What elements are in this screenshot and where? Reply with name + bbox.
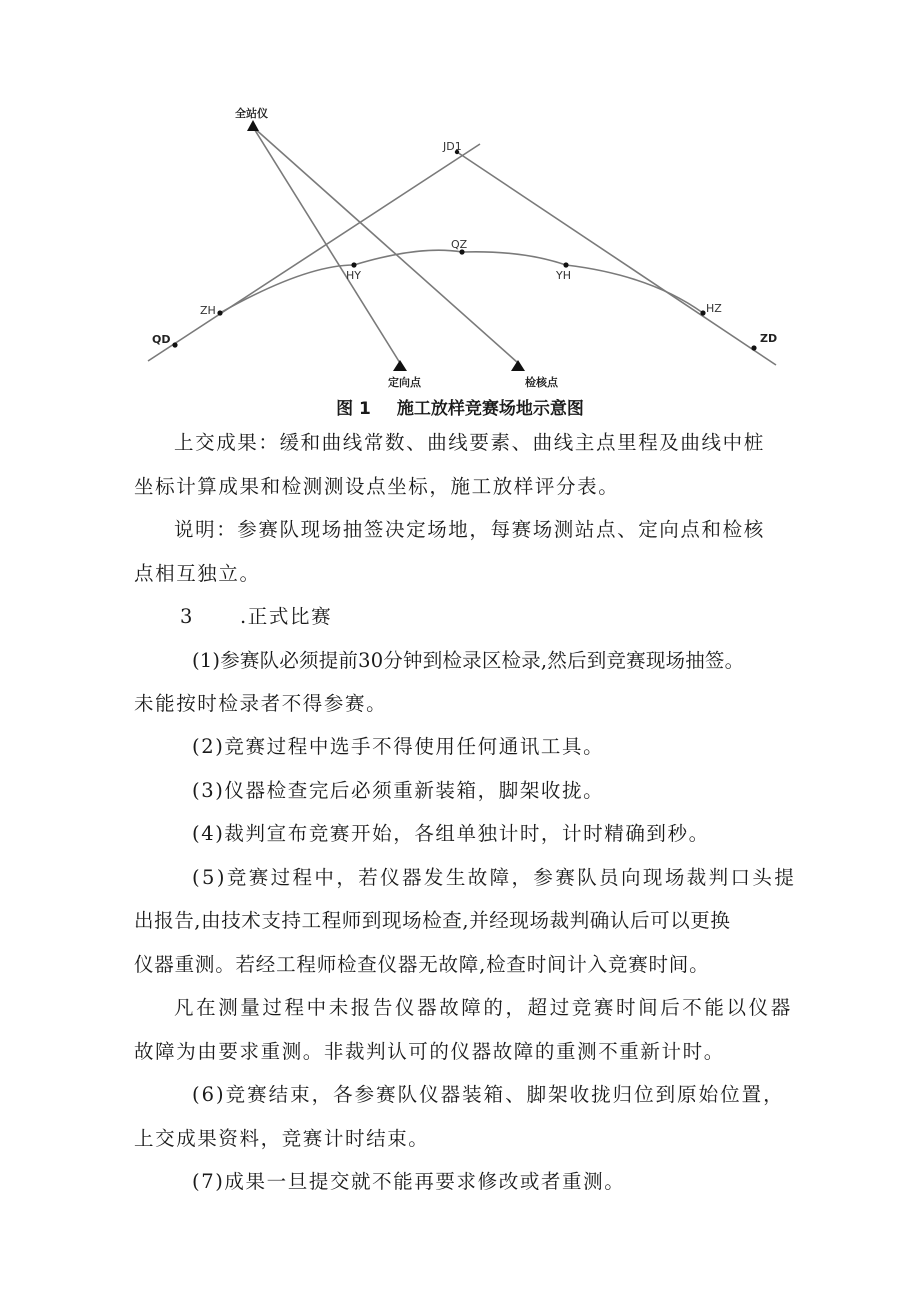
caption-number: 图 1 [336, 399, 371, 419]
point-zd [751, 345, 756, 350]
sight-line-check [253, 127, 518, 363]
sight-line-orient [253, 127, 400, 363]
paragraph-line: (5)竞赛过程中，若仪器发生故障，参赛队员向现场裁判口头提 [192, 866, 797, 889]
curve-diagram-svg [140, 95, 790, 395]
paragraph-line: 出报告,由技术支持工程师到现场检查,并经现场裁判确认后可以更换 [134, 909, 731, 932]
paragraph-line: (6)竞赛结束，各参赛队仪器装箱、脚架收拢归位到原始位置， [192, 1083, 785, 1106]
paragraph-line: 上交成果资料，竞赛计时结束。 [134, 1127, 430, 1150]
label-yh: YH [556, 269, 571, 282]
point-yh [563, 262, 568, 267]
paragraph-line: (4)裁判宣布竞赛开始，各组单独计时，计时精确到秒。 [192, 822, 710, 845]
label-zd: ZD [760, 332, 778, 345]
label-zh: ZH [200, 304, 216, 317]
paragraph-line: 点相互独立。 [134, 562, 261, 585]
paragraph-line: 仪器重测。若经工程师检查仪器无故障,检查时间计入竞赛时间。 [134, 953, 710, 976]
paragraph-line: 凡在测量过程中未报告仪器故障的，超过竞赛时间后不能以仪器 [174, 996, 793, 1019]
caption-text: 施工放样竞赛场地示意图 [396, 399, 584, 419]
orient-triangle [393, 360, 407, 371]
paragraph-line: (3)仪器检查完后必须重新装箱，脚架收拢。 [192, 779, 605, 802]
label-check: 检核点 [525, 376, 558, 389]
section-heading: .正式比赛 [240, 605, 333, 628]
paragraph-line: 上交成果：缓和曲线常数、曲线要素、曲线主点里程及曲线中桩 [174, 431, 765, 454]
curve-line [220, 250, 703, 313]
point-hy [351, 262, 356, 267]
check-triangle [511, 360, 525, 371]
paragraph-line: 说明：参赛队现场抽签决定场地，每赛场测站点、定向点和检核 [174, 518, 765, 541]
label-station: 全站仪 [235, 107, 268, 120]
label-hy: HY [346, 269, 361, 282]
point-zh [217, 310, 222, 315]
point-qd [172, 342, 177, 347]
label-qz: QZ [451, 238, 468, 251]
paragraph-line: (7)成果一旦提交就不能再要求修改或者重测。 [192, 1170, 626, 1193]
site-diagram [140, 95, 790, 395]
paragraph-line: (1)参赛队必须提前30分钟到检录区检录,然后到竞赛现场抽签。 [192, 649, 745, 672]
label-jd1: JD1 [443, 140, 462, 153]
tangent-line-1 [148, 144, 480, 361]
paragraph-line: (2)竞赛过程中选手不得使用任何通讯工具。 [192, 735, 605, 758]
paragraph-line: 坐标计算成果和检测测设点坐标，施工放样评分表。 [134, 475, 620, 498]
tangent-line-2 [457, 152, 776, 365]
label-qd: QD [152, 333, 171, 346]
station-triangle [247, 120, 259, 131]
point-hz [700, 310, 705, 315]
label-hz: HZ [706, 302, 722, 315]
figure-caption [0, 394, 920, 419]
section-number: 3 [180, 605, 195, 628]
label-orient: 定向点 [388, 376, 421, 389]
paragraph-line: 未能按时检录者不得参赛。 [134, 692, 388, 715]
paragraph-line: 故障为由要求重测。非裁判认可的仪器故障的重测不重新计时。 [134, 1040, 725, 1063]
